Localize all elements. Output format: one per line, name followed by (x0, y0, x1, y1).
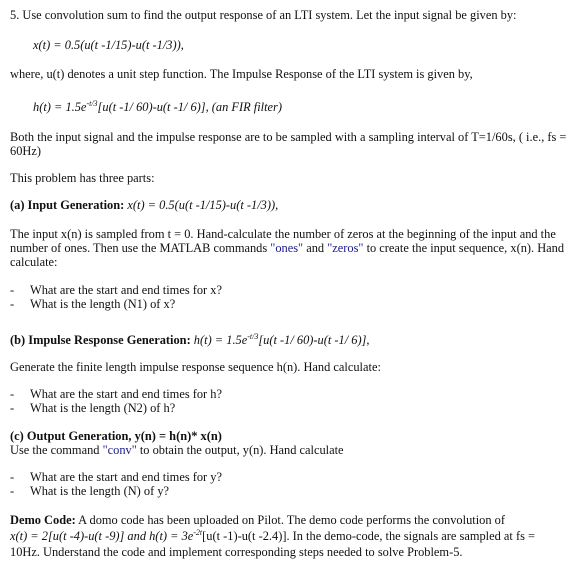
part-c-text-2: to obtain the output, y(n). Hand calculate (136, 443, 344, 457)
part-c-bullet-2 (10, 484, 169, 498)
bullet-text: What is the length (N1) of x? (30, 297, 176, 311)
bullet-text: What are the start and end times for h? (30, 387, 222, 401)
part-c-para (10, 443, 344, 457)
part-a-bullet-2 (10, 297, 175, 311)
bullet-dash: - (10, 297, 15, 311)
input-equation: x(t) = 0.5(u(t -1/15)-u(t -1/3)), (33, 38, 184, 52)
eq-h-suffix: [u(t -1/ 60)-u(t -1/ 6)], (an FIR filter) (97, 100, 282, 114)
demo-text-1: A domo code has been uploaded on Pilot. The demo code performs the convolution of (75, 513, 505, 527)
sampling-note-line1: Both the input signal and the impulse response are to be sampled with a sampling interval of T=1/60s, ( i.e., fs = (10, 130, 567, 144)
eq-h-prefix: h(t) = 1.5e (33, 100, 87, 114)
part-b-bullet-2 (10, 401, 175, 415)
ones-command: "ones" (270, 241, 304, 255)
part-a-para-2 (10, 241, 564, 255)
demo-text-2: [u(t -1)-u(t -2.4)]. In the demo-code, the signals are sampled at fs = (202, 529, 535, 543)
demo-title: Demo Code: (10, 513, 76, 527)
part-c-bullet-1 (10, 470, 222, 484)
bullet-dash: - (10, 401, 15, 415)
part-c-heading (10, 429, 222, 443)
demo-equation: x(t) = 2[u(t -4)-u(t -9)] and h(t) = 3e (10, 529, 194, 543)
part-b-para: Generate the finite length impulse response sequence h(n). Hand calculate: (10, 360, 381, 374)
unit-step-note: where, u(t) denotes a unit step function. The Impulse Response of the LTI system is given by, (10, 67, 473, 81)
demo-exponent: -2t (193, 527, 203, 537)
zeros-command: "zeros" (327, 241, 364, 255)
part-b-eq-exponent: -t/3 (247, 331, 259, 341)
bullet-text: What is the length (N2) of h? (30, 401, 176, 415)
part-b-heading (10, 333, 370, 347)
demo-line-1 (10, 513, 505, 527)
part-b-title: (b) Impulse Response Generation: (10, 333, 191, 347)
part-a-para-1: The input x(n) is sampled from t = 0. Hand-calculate the number of zeros at the beginning of the input and the (10, 227, 556, 241)
part-b-eq-prefix: h(t) = 1.5e (190, 333, 248, 347)
demo-line-3: 10Hz. Understand the code and implement corresponding steps needed to solve Problem-5. (10, 545, 463, 559)
part-a-heading (10, 198, 278, 212)
part-a-text-3: to create the input sequence, x(n). Hand (363, 241, 565, 255)
bullet-text: What is the length (N) of y? (30, 484, 170, 498)
part-b-eq-suffix: [u(t -1/ 60)-u(t -1/ 6)], (258, 333, 370, 347)
eq-h-exponent: -t/3 (86, 98, 98, 108)
bullet-text: What are the start and end times for x? (30, 283, 222, 297)
problem-intro: 5. Use convolution sum to find the output response of an LTI system. Let the input signal be given by: (10, 8, 517, 22)
bullet-dash: - (10, 283, 15, 297)
parts-intro: This problem has three parts: (10, 171, 155, 185)
bullet-dash: - (10, 484, 15, 498)
part-a-bullet-1 (10, 283, 222, 297)
part-a-title: (a) Input Generation: (10, 198, 125, 212)
part-a-equation: x(t) = 0.5(u(t -1/15)-u(t -1/3)), (124, 198, 279, 212)
sampling-note-line2: 60Hz) (10, 144, 41, 158)
bullet-dash: - (10, 387, 15, 401)
part-a-text-1: number of ones. Then use the MATLAB commands (10, 241, 271, 255)
part-b-bullet-1 (10, 387, 222, 401)
part-c-text-1: Use the command (10, 443, 103, 457)
bullet-dash: - (10, 470, 15, 484)
part-a-text-2: and (303, 241, 328, 255)
impulse-equation (33, 100, 282, 114)
demo-line-2 (10, 529, 535, 543)
bullet-text: What are the start and end times for y? (30, 470, 222, 484)
conv-command: "conv" (102, 443, 137, 457)
part-c-title: (c) Output Generation, y(n) = h(n)* x(n) (10, 429, 222, 443)
part-a-para-3: calculate: (10, 255, 58, 269)
